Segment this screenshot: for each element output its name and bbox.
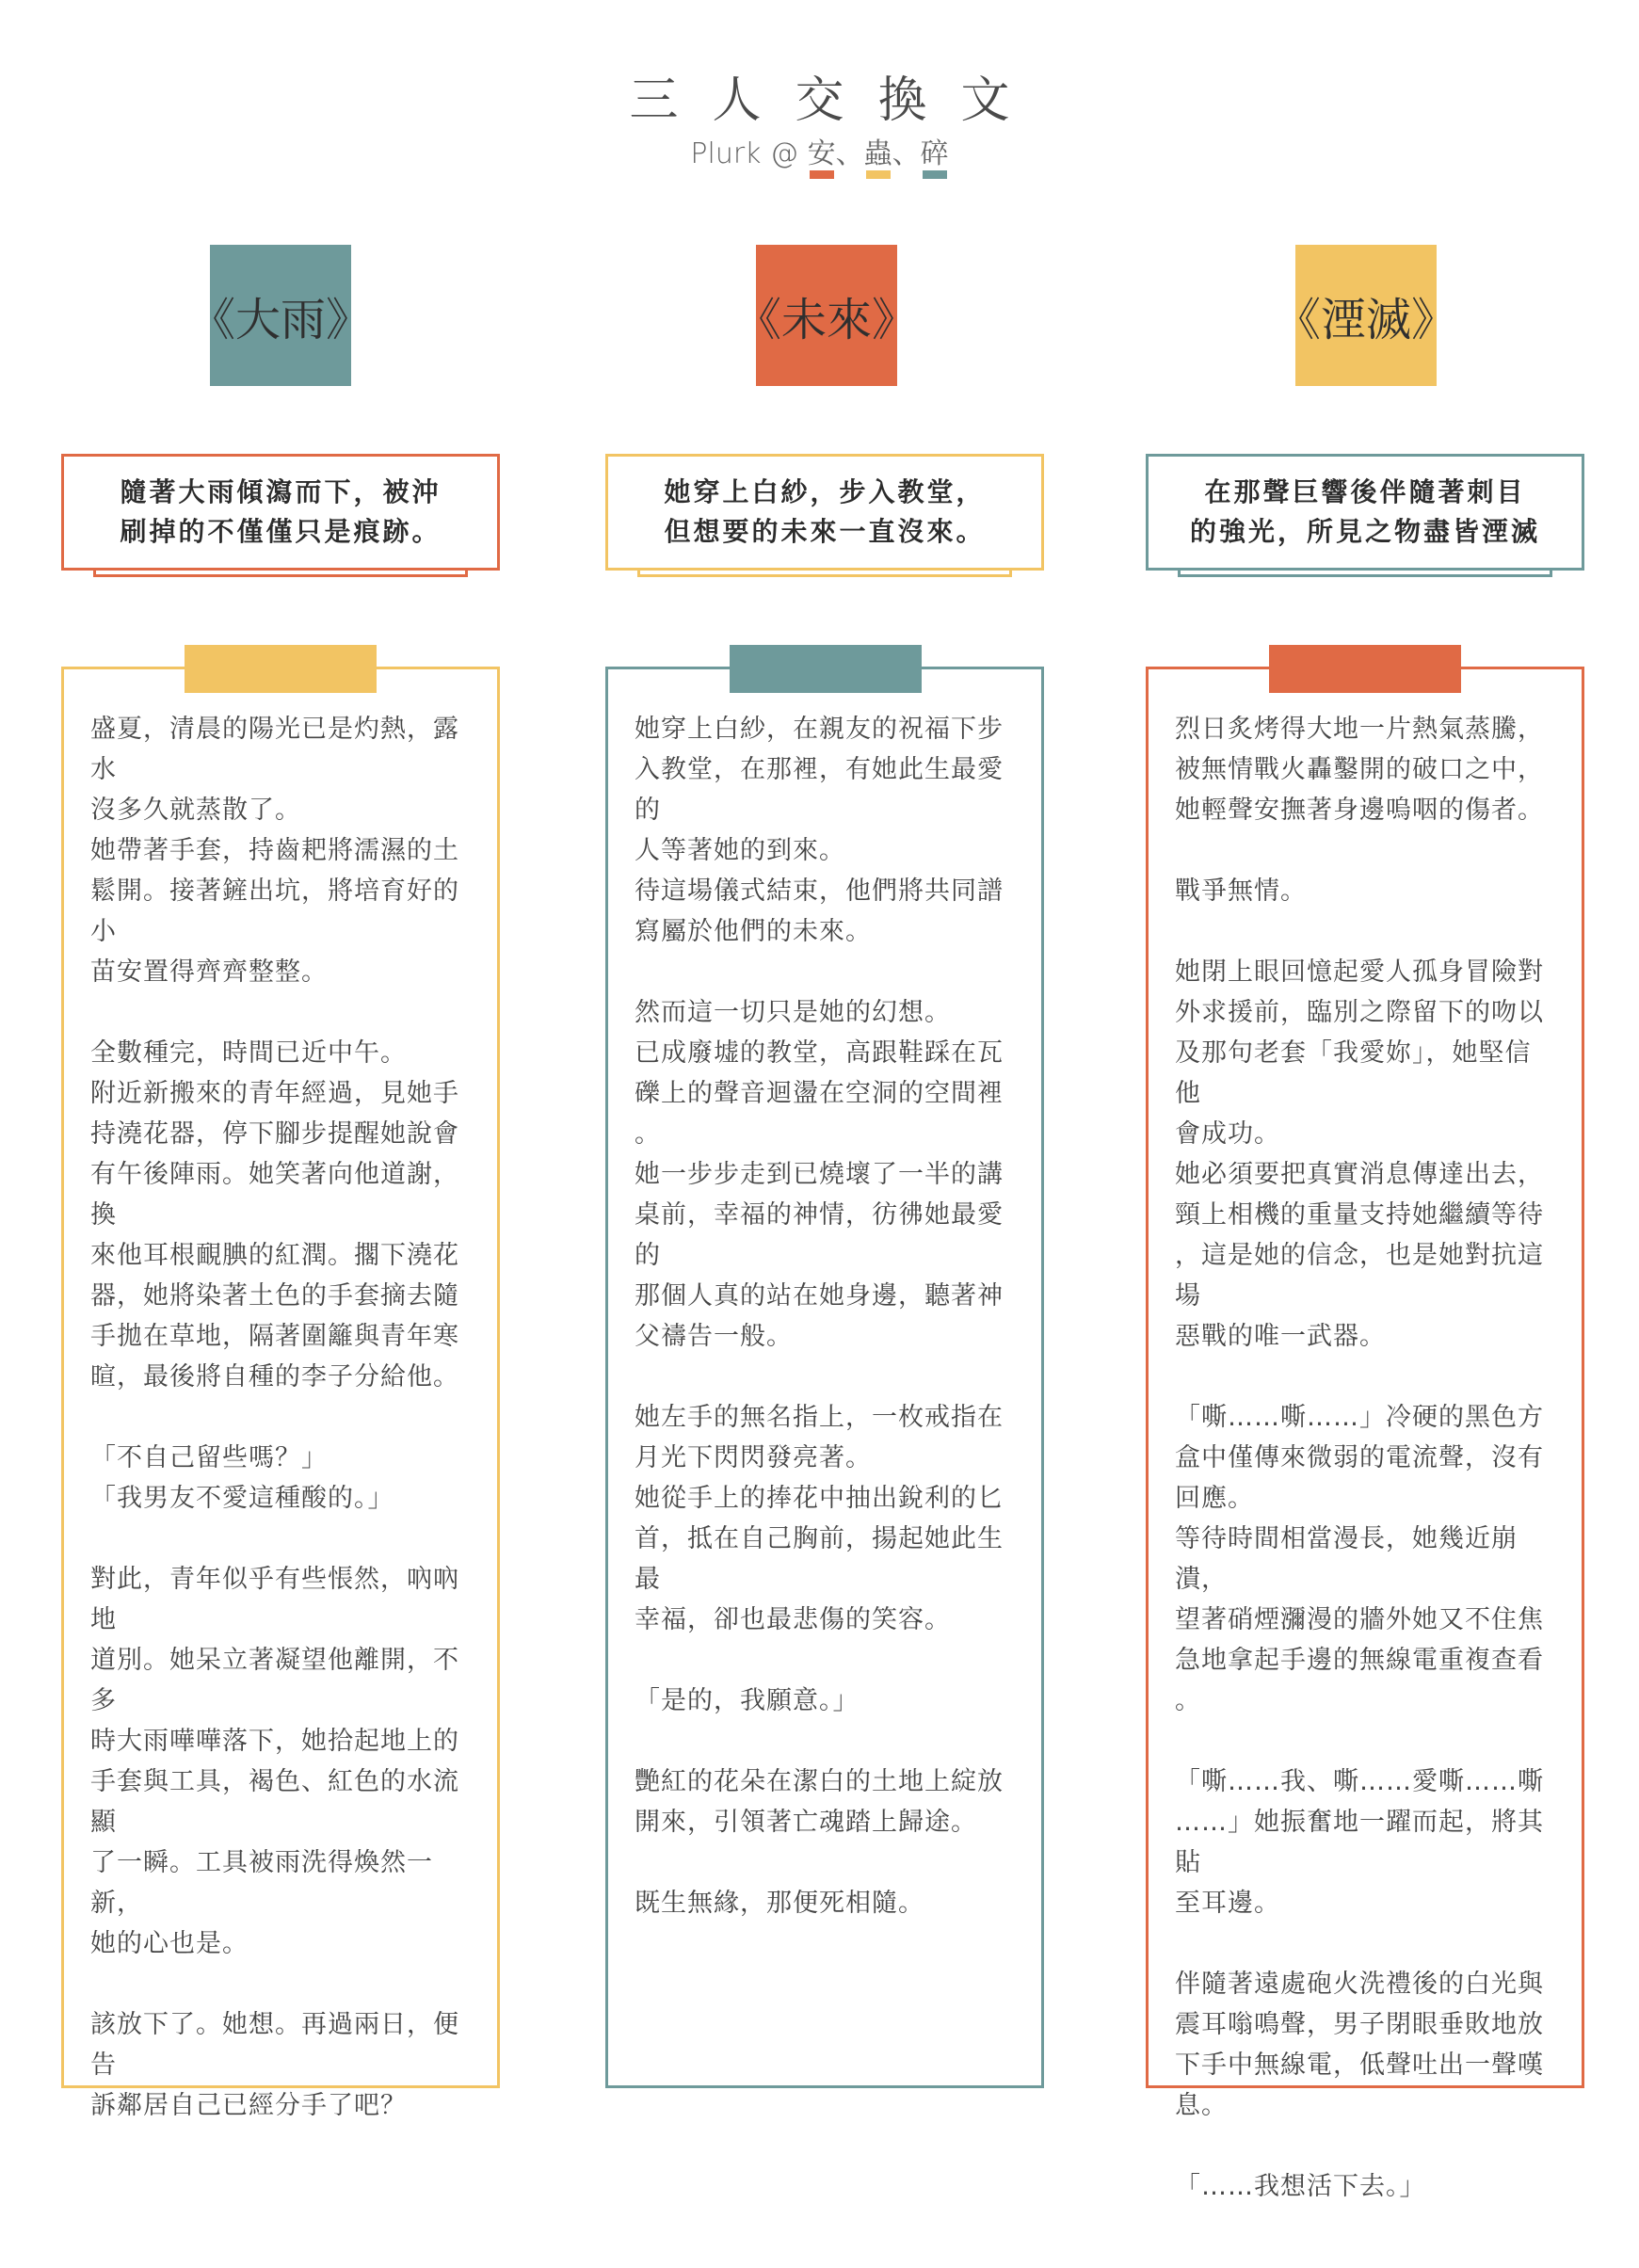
story-body: [605, 667, 1044, 2088]
story-line: 被無情戰火轟鑿開的破口之中，: [1175, 755, 1544, 784]
story-line: 「不自己留些嗎？」: [90, 1443, 328, 1472]
story-line: 對此，青年似乎有些悵然，吶吶地: [90, 1565, 459, 1634]
story-paragraph: [1175, 1761, 1557, 1923]
column-heavy-rain: [61, 0, 504, 2268]
story-body-tab: [1269, 645, 1461, 693]
story-line: 「是的，我願意。」: [635, 1686, 860, 1715]
story-line: 至耳邊。: [1175, 1889, 1280, 1918]
separator: 、: [835, 137, 864, 170]
story-title: 《湮滅》: [1276, 293, 1457, 346]
story-paragraph: [90, 1559, 473, 1964]
story-line: 道別。她呆立著凝望他離開，不多: [90, 1646, 459, 1715]
story-summary: [1146, 454, 1584, 571]
page-title: 三人交換文: [629, 72, 1044, 129]
story-line: 惡戰的唯一武器。: [1175, 1322, 1386, 1351]
story-line: 。: [1175, 1686, 1201, 1715]
story-line: 已成廢墟的教堂，高跟鞋踩在瓦: [635, 1038, 1004, 1068]
story-line: 。: [635, 1119, 661, 1149]
story-line: 手套與工具，褐色、紅色的水流顯: [90, 1767, 459, 1837]
story-paragraphs: [635, 709, 1017, 1923]
story-paragraph: [90, 1438, 473, 1519]
story-line: 全數種完，時間已近中午。: [90, 1038, 407, 1068]
story-line: 她一步步走到已燒壞了一半的講: [635, 1160, 1004, 1189]
story-line: 震耳嗡鳴聲，男子閉眼垂敗地放: [1175, 2010, 1544, 2039]
story-line: 她必須要把真實消息傳達出去，: [1175, 1160, 1544, 1189]
story-line: 那個人真的站在她身邊，聽著神: [635, 1281, 1004, 1311]
story-line: 該放下了。她想。再過兩日，便告: [90, 2010, 459, 2080]
story-paragraph: [635, 1397, 1017, 1640]
story-paragraph: [1175, 1964, 1557, 2126]
story-line: 有午後陣雨。她笑著向他道謝，換: [90, 1160, 459, 1230]
story-paragraph: [635, 709, 1017, 952]
story-title-square: [1276, 245, 1457, 386]
story-line: 暄，最後將自種的李子分給他。: [90, 1362, 459, 1391]
summary-line: 隨著大雨傾瀉而下，被沖: [120, 476, 442, 507]
story-paragraph: [1175, 2166, 1557, 2207]
story-line: 寫屬於他們的未來。: [635, 917, 872, 946]
story-paragraph: [90, 2004, 473, 2126]
story-line: 她穿上白紗，在親友的祝福下步: [635, 715, 1004, 744]
story-line: 人等著她的到來。: [635, 836, 845, 865]
story-paragraph: [1175, 871, 1557, 911]
story-line: 來他耳根靦腆的紅潤。擱下澆花: [90, 1241, 459, 1270]
story-line: 桌前，幸福的神情，彷彿她最愛的: [635, 1200, 1004, 1270]
story-title-square: [190, 245, 372, 386]
story-paragraph: [90, 709, 473, 992]
story-line: 器，她將染著土色的手套摘去隨: [90, 1281, 459, 1311]
story-line: 她帶著手套，持齒耙將濡濕的土: [90, 836, 459, 865]
story-line: 首，抵在自己胸前，揚起她此生最: [635, 1524, 1004, 1594]
story-paragraph: [635, 992, 1017, 1357]
story-line: 回應。: [1175, 1484, 1254, 1513]
summary-line: 在那聲巨響後伴隨著刺目: [1204, 476, 1526, 507]
story-line: 急地拿起手邊的無線電重複查看: [1175, 1646, 1544, 1675]
story-paragraph: [1175, 709, 1557, 830]
separator: 、: [892, 137, 921, 170]
story-line: 了一瞬。工具被雨洗得煥然一新，: [90, 1848, 433, 1918]
story-line: 戰爭無情。: [1175, 877, 1307, 906]
story-title: 《未來》: [736, 293, 918, 346]
story-title: 《大雨》: [190, 293, 372, 346]
story-body-tab: [730, 645, 922, 693]
story-line: 她左手的無名指上，一枚戒指在: [635, 1403, 1004, 1432]
story-paragraphs: [90, 709, 473, 2126]
story-line: 沒多久就蒸散了。: [90, 796, 301, 825]
story-line: 既生無緣，那便死相隨。: [635, 1889, 924, 1918]
story-paragraph: [635, 1681, 1017, 1721]
story-line: ……」她振奮地一躍而起，將其貼: [1175, 1808, 1544, 1877]
story-line: 頸上相機的重量支持她繼續等待: [1175, 1200, 1544, 1230]
story-summary: [61, 454, 500, 571]
story-line: 盒中僅傳來微弱的電流聲，沒有: [1175, 1443, 1544, 1472]
story-line: 艷紅的花朵在潔白的土地上綻放: [635, 1767, 1004, 1796]
story-line: 然而這一切只是她的幻想。: [635, 998, 951, 1027]
story-body: [61, 667, 500, 2120]
story-line: 鬆開。接著鏟出坑，將培育好的小: [90, 877, 459, 946]
story-line: 持澆花器，停下腳步提醒她說會: [90, 1119, 459, 1149]
story-line: 父禱告一般。: [635, 1322, 793, 1351]
story-line: 附近新搬來的青年經過，見她手: [90, 1079, 459, 1108]
story-line: 開來，引領著亡魂踏上歸途。: [635, 1808, 977, 1837]
story-line: 待這場儀式結束，他們將共同譜: [635, 877, 1004, 906]
story-line: 烈日炙烤得大地一片熱氣蒸騰，: [1175, 715, 1544, 744]
story-summary: [605, 454, 1044, 571]
story-line: 礫上的聲音迴盪在空洞的空間裡: [635, 1079, 1004, 1108]
story-line: 「我男友不愛這種酸的。」: [90, 1484, 394, 1513]
summary-line: 的強光，所見之物盡皆湮滅: [1189, 516, 1540, 547]
author-chong-name: 蟲: [863, 137, 892, 170]
story-line: ，這是她的信念，也是她對抗這場: [1175, 1241, 1544, 1311]
column-annihilation: [1146, 0, 1588, 2268]
story-line: 時大雨嘩嘩落下，她拾起地上的: [90, 1727, 459, 1756]
story-line: 及那句老套「我愛妳」，她堅信他: [1175, 1038, 1532, 1108]
story-paragraph: [90, 1033, 473, 1397]
story-line: 外求援前，臨別之際留下的吻以: [1175, 998, 1544, 1027]
story-line: 等待時間相當漫長，她幾近崩潰，: [1175, 1524, 1518, 1594]
story-line: 會成功。: [1175, 1119, 1280, 1149]
summary-line: 她穿上白紗，步入教堂，: [664, 476, 986, 507]
story-line: 「嘶……嘶……」冷硬的黑色方: [1175, 1403, 1544, 1432]
story-paragraph: [1175, 1397, 1557, 1721]
story-line: 她輕聲安撫著身邊嗚咽的傷者。: [1175, 796, 1544, 825]
summary-line: 但想要的未來一直沒來。: [664, 516, 986, 547]
story-line: 伴隨著遠處砲火洗禮後的白光與: [1175, 1970, 1544, 1999]
author-sui-name: 碎: [920, 137, 949, 170]
story-line: 苗安置得齊齊整整。: [90, 957, 328, 987]
story-line: 望著硝煙瀰漫的牆外她又不住焦: [1175, 1605, 1544, 1634]
story-line: 訴鄰居自己已經分手了吧？: [90, 2091, 407, 2120]
story-line: 月光下閃閃發亮著。: [635, 1443, 872, 1472]
plurk-label: Plurk @: [690, 137, 808, 170]
story-line: 入教堂，在那裡，有她此生最愛的: [635, 755, 1004, 825]
story-body: [1146, 667, 1584, 2201]
column-future: [605, 0, 1048, 2268]
story-paragraph: [635, 1761, 1017, 1842]
story-paragraph: [635, 1883, 1017, 1923]
author-an-name: 安: [807, 137, 836, 170]
story-line: 「嘶……我、嘶……愛嘶……嘶: [1175, 1767, 1544, 1796]
story-line: 幸福，卻也最悲傷的笑容。: [635, 1605, 951, 1634]
story-line: 「……我想活下去。」: [1175, 2172, 1426, 2201]
story-paragraphs: [1175, 709, 1557, 2207]
story-line: 她從手上的捧花中抽出銳利的匕: [635, 1484, 1004, 1513]
story-line: 盛夏，清晨的陽光已是灼熱，露水: [90, 715, 459, 784]
story-line: 她閉上眼回憶起愛人孤身冒險對: [1175, 957, 1544, 987]
story-line: 息。: [1175, 2091, 1228, 2120]
story-line: 她的心也是。: [90, 1929, 249, 1958]
story-line: 手拋在草地，隔著圍籬與青年寒: [90, 1322, 459, 1351]
story-paragraph: [1175, 952, 1557, 1357]
story-body-tab: [185, 645, 377, 693]
summary-line: 刷掉的不僅僅只是痕跡。: [120, 516, 442, 547]
story-title-square: [736, 245, 918, 386]
story-line: 下手中無線電，低聲吐出一聲嘆: [1175, 2051, 1544, 2080]
